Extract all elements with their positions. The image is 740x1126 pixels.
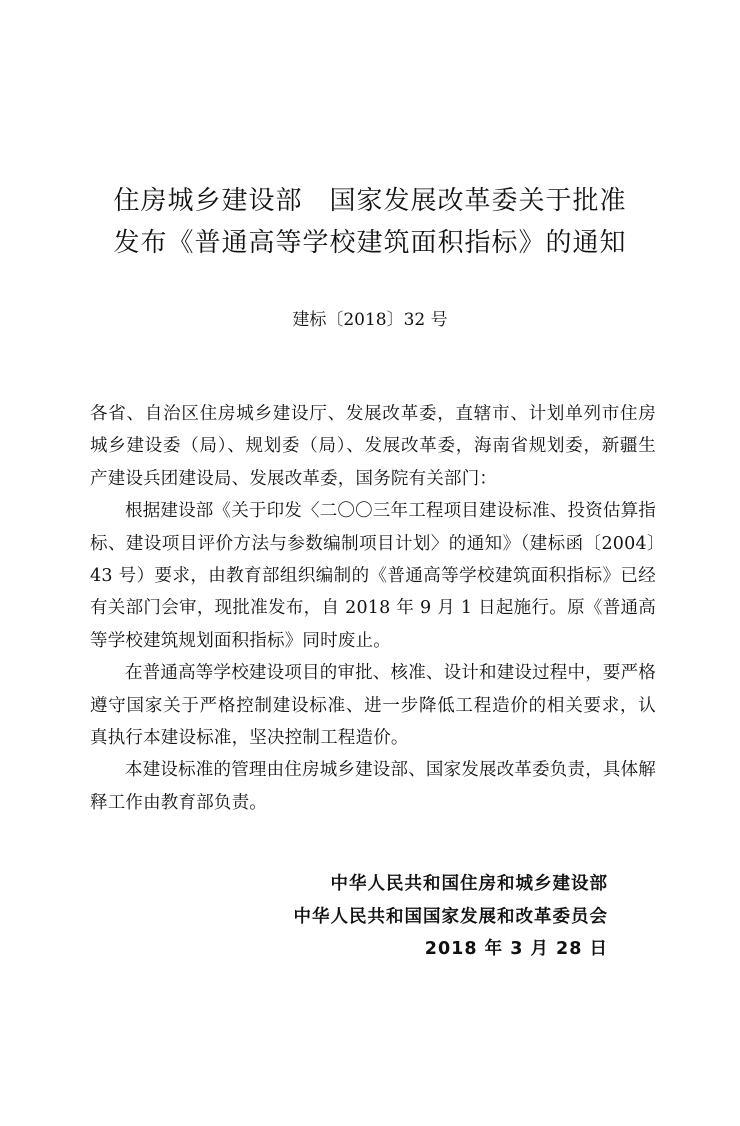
title-line-1: 住房城乡建设部 国家发展改革委关于批准 bbox=[113, 186, 627, 216]
signature-block bbox=[294, 868, 609, 966]
document-body bbox=[90, 398, 656, 819]
title-line-2: 发布《普通高等学校建筑面积指标》的通知 bbox=[113, 228, 627, 258]
body-paragraph-2: 在普通高等学校建设项目的审批、核准、设计和建设过程中，要严格遵守国家关于严格控制建设标准、进一步降低工程造价的相关要求，认真执行本建设标准，坚决控制工程造价。 bbox=[90, 663, 656, 749]
document-title bbox=[0, 180, 740, 264]
body-paragraph-3: 本建设标准的管理由住房城乡建设部、国家发展改革委负责，具体解释工作由教育部负责。 bbox=[90, 760, 656, 813]
issuer-1: 中华人民共和国住房和城乡建设部 bbox=[330, 874, 608, 894]
document-number: 建标〔2018〕32 号 bbox=[292, 310, 448, 330]
body-paragraph-1: 根据建设部《关于印发〈二〇〇三年工程项目建设标准、投资估算指标、建设项目评价方法与参数编制项目计划〉的通知》（建标函〔2004〕43 号）要求，由教育部组织编制的《普通高等学校建筑面积指标》已经有关部门会审，现批准发布，自 2018 年 9 月 1 日起施行。原《普通高等学校建筑规划面积指标》同时废止。 bbox=[90, 501, 656, 651]
issue-date: 2018 年 3 月 28 日 bbox=[424, 939, 608, 959]
addressee-paragraph: 各省、自治区住房城乡建设厅、发展改革委，直辖市、计划单列市住房城乡建设委（局）、规划委（局）、发展改革委，海南省规划委，新疆生产建设兵团建设局、发展改革委，国务院有关部门： bbox=[90, 404, 656, 489]
issuer-2: 中华人民共和国国家发展和改革委员会 bbox=[293, 906, 608, 927]
